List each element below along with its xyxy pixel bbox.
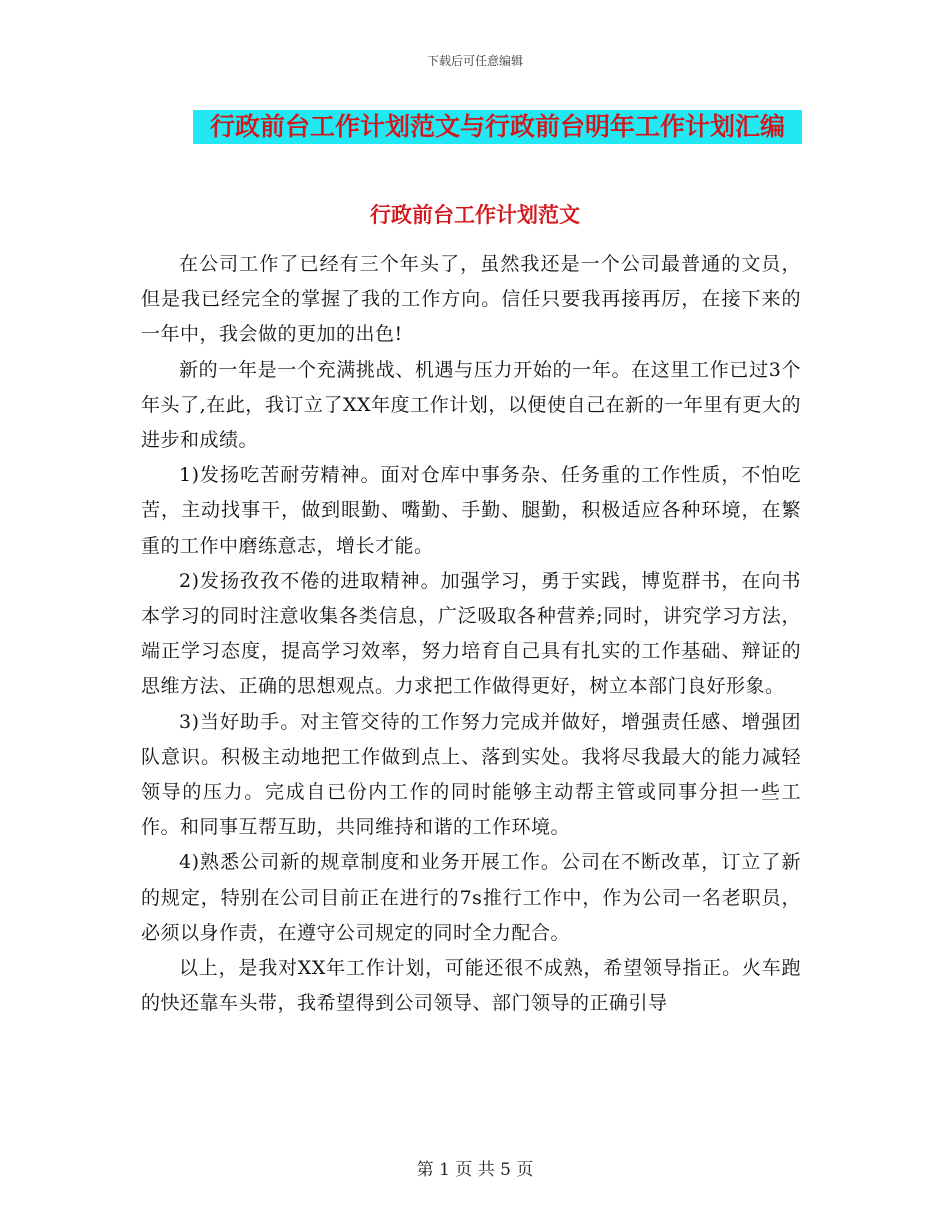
paragraph-new-year: 新的一年是一个充满挑战、机遇与压力开始的一年。在这里工作已过3个年头了,在此，我订立了XX年度工作计划，以便使自己在新的一年里有更大的进步和成绩。 xyxy=(141,358,801,452)
paragraph-intro: 在公司工作了已经有三个年头了，虽然我还是一个公司最普通的文员，但是我已经完全的掌握了我的工作方向。信任只要我再接再厉，在接下来的一年中，我会做的更加的出色! xyxy=(141,253,801,346)
paragraph-item-1: 1)发扬吃苦耐劳精神。面对仓库中事务杂、任务重的工作性质，不怕吃苦，主动找事干，做到眼勤、嘴勤、手勤、腿勤，积极适应各种环境，在繁重的工作中磨练意志，增长才能。 xyxy=(141,464,801,557)
paragraph-closing: 以上，是我对XX年工作计划，可能还很不成熟，希望领导指正。火车跑的快还靠车头带，我希望得到公司领导、部门领导的正确引导 xyxy=(141,957,801,1015)
main-title-highlight xyxy=(193,110,802,144)
paragraph-item-2: 2)发扬孜孜不倦的进取精神。加强学习，勇于实践，博览群书，在向书本学习的同时注意收集各类信息，广泛吸取各种营养;同时，讲究学习方法，端正学习态度，提高学习效率，努力培育自己具有扎实的工作基础、辩证的思维方法、正确的思想观点。力求把工作做得更好，树立本部门良好形象。 xyxy=(141,569,801,698)
main-title: 行政前台工作计划范文与行政前台明年工作计划汇编 xyxy=(209,112,785,141)
page-footer: 第 1 页 共 5 页 xyxy=(416,1160,534,1180)
paragraph-item-4: 4)熟悉公司新的规章制度和业务开展工作。公司在不断改革，订立了新的规定，特别在公司目前正在进行的7s推行工作中，作为公司一名老职员，必须以身作责，在遵守公司规定的同时全力配合。 xyxy=(141,851,801,944)
section-title: 行政前台工作计划范文 xyxy=(370,203,580,227)
body-content xyxy=(141,247,801,1021)
header-note: 下载后可任意编辑 xyxy=(426,54,523,68)
paragraph-item-3: 3)当好助手。对主管交待的工作努力完成并做好，增强责任感、增强团队意识。积极主动地把工作做到点上、落到实处。我将尽我最大的能力减轻领导的压力。完成自已份内工作的同时能够主动帮主管或同事分担一些工作。和同事互帮互助，共同维持和谐的工作环境。 xyxy=(141,710,801,839)
